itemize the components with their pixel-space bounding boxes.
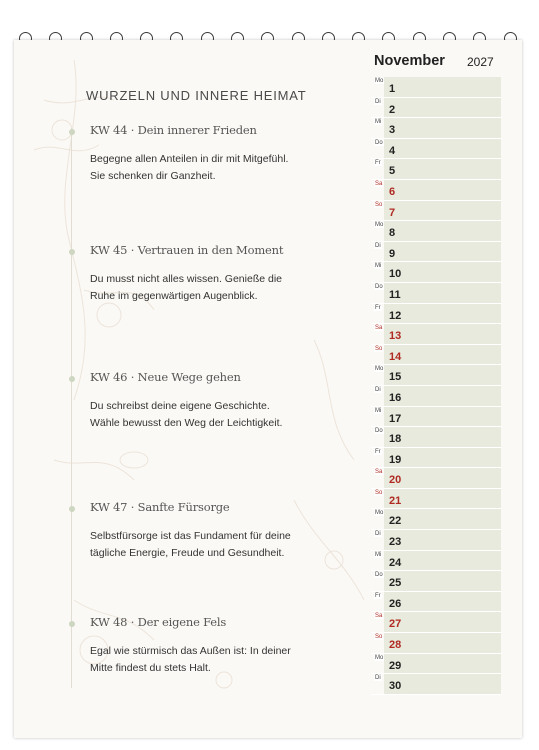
day-cell bbox=[384, 345, 501, 365]
day-row bbox=[371, 654, 501, 675]
day-row bbox=[371, 468, 501, 489]
timeline-line bbox=[71, 128, 72, 688]
weekday-label: Do bbox=[375, 139, 383, 146]
weekday-label: So bbox=[375, 201, 383, 208]
day-row bbox=[371, 304, 501, 325]
day-number: 14 bbox=[389, 350, 402, 363]
day-row bbox=[371, 283, 501, 304]
day-row bbox=[371, 139, 501, 160]
day-row bbox=[371, 180, 501, 201]
week-text-line: Mitte findest du stets Halt. bbox=[90, 662, 211, 674]
weekday-label: Mi bbox=[375, 407, 382, 414]
week-text bbox=[90, 528, 330, 562]
week-text-line: Sie schenken dir Ganzheit. bbox=[90, 170, 216, 182]
day-cell bbox=[384, 98, 501, 118]
day-cell bbox=[384, 201, 501, 221]
weekday-label: Di bbox=[375, 675, 381, 682]
weekday-label: Sa bbox=[375, 613, 383, 620]
day-row bbox=[371, 448, 501, 469]
weekday-label: Sa bbox=[375, 325, 383, 332]
week-text-line: Selbstfürsorge ist das Fundament für deine bbox=[90, 530, 291, 542]
day-number: 21 bbox=[389, 494, 402, 507]
week-text-line: Ruhe im gegenwärtigen Augenblick. bbox=[90, 290, 258, 302]
day-cell bbox=[384, 448, 501, 468]
weekday-label: Fr bbox=[375, 592, 381, 599]
day-row bbox=[371, 324, 501, 345]
week-title: KW 45 · Vertrauen in den Moment bbox=[90, 243, 284, 257]
day-cell bbox=[384, 427, 501, 447]
day-cell bbox=[384, 242, 501, 262]
day-number: 10 bbox=[389, 268, 402, 281]
day-cell bbox=[384, 530, 501, 550]
day-number: 9 bbox=[389, 247, 396, 260]
day-row bbox=[371, 386, 501, 407]
day-cell bbox=[384, 262, 501, 282]
day-row bbox=[371, 262, 501, 283]
weekday-label: Mi bbox=[375, 551, 382, 558]
weekday-label: Di bbox=[375, 242, 381, 249]
day-number: 27 bbox=[389, 618, 402, 631]
week-text bbox=[90, 398, 330, 432]
day-number: 11 bbox=[389, 288, 401, 301]
month-label: November bbox=[374, 53, 445, 69]
day-cell bbox=[384, 633, 501, 653]
day-number: 28 bbox=[389, 639, 402, 652]
day-cell bbox=[384, 612, 501, 632]
week-text-line: Du musst nicht alles wissen. Genieße die bbox=[90, 273, 282, 285]
day-row bbox=[371, 489, 501, 510]
day-cell bbox=[384, 118, 501, 138]
day-cell bbox=[384, 674, 501, 694]
day-cell bbox=[384, 283, 501, 303]
weekday-label: Mi bbox=[375, 119, 382, 126]
day-number: 16 bbox=[389, 391, 402, 404]
weekday-label: Do bbox=[375, 428, 383, 435]
day-row bbox=[371, 530, 501, 551]
day-number: 2 bbox=[389, 103, 396, 116]
day-row bbox=[371, 242, 501, 263]
day-number: 29 bbox=[389, 659, 402, 672]
day-cell bbox=[384, 407, 501, 427]
day-number: 22 bbox=[389, 515, 402, 528]
day-cell bbox=[384, 509, 501, 529]
day-cell bbox=[384, 324, 501, 344]
day-row bbox=[371, 592, 501, 613]
week-title: KW 48 · Der eigene Fels bbox=[90, 615, 227, 629]
day-number: 8 bbox=[389, 227, 396, 240]
day-row bbox=[371, 633, 501, 654]
day-row bbox=[371, 407, 501, 428]
week-text-line: Du schreibst deine eigene Geschichte. bbox=[90, 400, 270, 412]
day-number: 1 bbox=[389, 83, 396, 95]
section-title: WURZELN UND INNERE HEIMAT bbox=[86, 88, 307, 103]
week-text-line: Begegne allen Anteilen in dir mit Mitgefühl. bbox=[90, 153, 289, 165]
day-row bbox=[371, 365, 501, 386]
day-number: 13 bbox=[389, 330, 402, 343]
timeline-dot bbox=[69, 621, 75, 627]
day-number: 6 bbox=[389, 185, 396, 198]
weekday-label: Mo bbox=[375, 510, 384, 517]
weekday-label: Fr bbox=[375, 160, 381, 167]
day-cell bbox=[384, 571, 501, 591]
weekday-label: Mo bbox=[375, 222, 384, 229]
weekday-label: Fr bbox=[375, 448, 381, 455]
weekday-label: Di bbox=[375, 386, 381, 393]
day-number: 17 bbox=[389, 412, 402, 425]
weekday-label: Mi bbox=[375, 263, 382, 270]
day-row bbox=[371, 77, 501, 98]
day-cell bbox=[384, 592, 501, 612]
calendar-page bbox=[14, 40, 522, 738]
day-cell bbox=[384, 386, 501, 406]
day-cell bbox=[384, 489, 501, 509]
week-text bbox=[90, 151, 330, 185]
spiral-binding bbox=[0, 0, 539, 40]
weekday-label: Mo bbox=[375, 78, 384, 84]
day-row bbox=[371, 674, 501, 695]
day-number: 24 bbox=[389, 556, 402, 569]
week-text-line: tägliche Energie, Freude und Gesundheit. bbox=[90, 547, 285, 559]
day-row bbox=[371, 427, 501, 448]
day-row bbox=[371, 612, 501, 633]
day-cell bbox=[384, 304, 501, 324]
weekday-label: Di bbox=[375, 531, 381, 538]
day-row bbox=[371, 118, 501, 139]
day-number: 12 bbox=[389, 309, 402, 322]
day-cell bbox=[384, 365, 501, 385]
day-row bbox=[371, 98, 501, 119]
day-number: 25 bbox=[389, 577, 402, 590]
day-cell bbox=[384, 180, 501, 200]
day-number: 19 bbox=[389, 453, 402, 466]
day-number: 30 bbox=[389, 680, 402, 693]
day-row bbox=[371, 571, 501, 592]
week-text-line: Egal wie stürmisch das Außen ist: In deiner bbox=[90, 645, 291, 657]
weekday-label: Do bbox=[375, 572, 383, 579]
day-row bbox=[371, 345, 501, 366]
calendar-header bbox=[374, 53, 502, 75]
weekday-label: So bbox=[375, 634, 383, 641]
week-block-45 bbox=[90, 243, 330, 305]
weekday-label: Sa bbox=[375, 180, 383, 187]
timeline-dot bbox=[69, 376, 75, 382]
day-number: 7 bbox=[389, 206, 396, 219]
weekday-label: Di bbox=[375, 98, 381, 105]
day-number: 5 bbox=[389, 165, 396, 178]
week-title: KW 44 · Dein innerer Frieden bbox=[90, 123, 257, 137]
weekday-label: Sa bbox=[375, 469, 383, 476]
day-cell bbox=[384, 77, 501, 97]
day-number: 23 bbox=[389, 536, 402, 549]
week-title: KW 47 · Sanfte Fürsorge bbox=[90, 500, 230, 514]
day-number: 4 bbox=[389, 144, 396, 157]
day-cell bbox=[384, 139, 501, 159]
day-row bbox=[371, 551, 501, 572]
day-cell bbox=[384, 221, 501, 241]
week-block-47 bbox=[90, 500, 330, 562]
day-cell bbox=[384, 159, 501, 179]
weekday-label: Mo bbox=[375, 366, 384, 373]
day-row bbox=[371, 509, 501, 530]
weekday-label: Do bbox=[375, 283, 383, 290]
year-label: 2027 bbox=[467, 55, 494, 69]
timeline-dot bbox=[69, 249, 75, 255]
day-cell bbox=[384, 551, 501, 571]
timeline-dot bbox=[69, 129, 75, 135]
week-title: KW 46 · Neue Wege gehen bbox=[90, 370, 241, 384]
day-cell bbox=[384, 468, 501, 488]
day-number: 20 bbox=[389, 474, 402, 487]
day-list bbox=[371, 77, 501, 695]
week-block-44 bbox=[90, 123, 330, 185]
weekday-label: Fr bbox=[375, 304, 381, 311]
day-number: 26 bbox=[389, 597, 402, 610]
weekday-label: So bbox=[375, 345, 383, 352]
weekday-label: Mo bbox=[375, 654, 384, 661]
day-row bbox=[371, 159, 501, 180]
week-block-48 bbox=[90, 615, 330, 677]
week-block-46 bbox=[90, 370, 330, 432]
week-text bbox=[90, 643, 330, 677]
timeline-dot bbox=[69, 506, 75, 512]
day-number: 15 bbox=[389, 371, 402, 384]
day-number: 3 bbox=[389, 124, 396, 137]
day-number: 18 bbox=[389, 433, 402, 446]
week-text-line: Wähle bewusst den Weg der Leichtigkeit. bbox=[90, 417, 283, 429]
day-row bbox=[371, 221, 501, 242]
weekday-label: So bbox=[375, 489, 383, 496]
week-text bbox=[90, 271, 330, 305]
day-row bbox=[371, 201, 501, 222]
day-cell bbox=[384, 654, 501, 674]
